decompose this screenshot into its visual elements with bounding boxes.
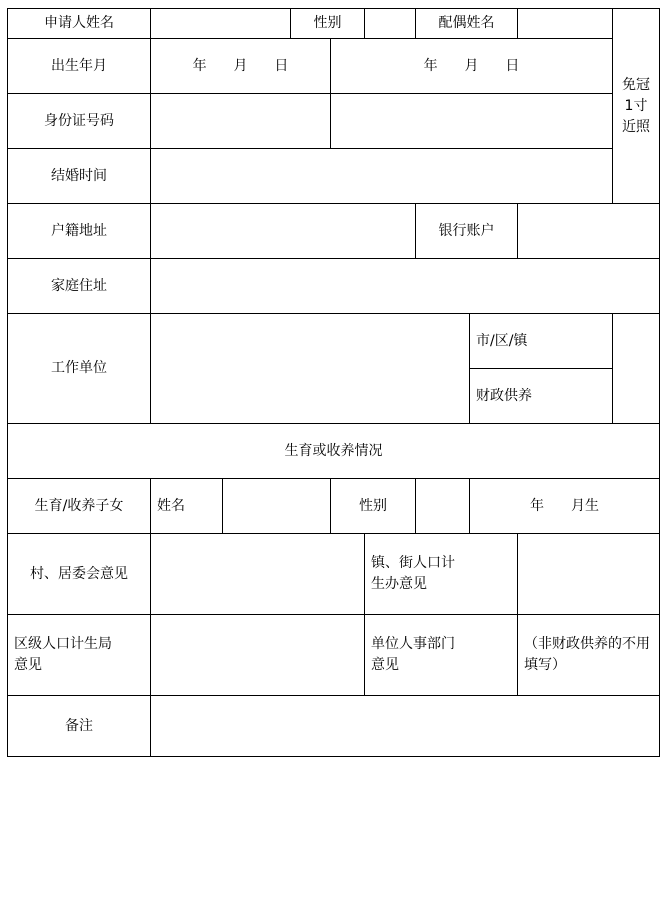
children-label: 生育/收养子女 xyxy=(8,479,151,534)
birth-year-self-label: 年 xyxy=(192,57,207,74)
gender-field[interactable] xyxy=(365,9,416,39)
table-row xyxy=(8,259,660,314)
id-number-self-field[interactable] xyxy=(151,94,331,149)
district-bureau-opinion-field[interactable] xyxy=(151,615,365,696)
bank-account-label: 银行账户 xyxy=(416,204,518,259)
child-gender-label: 性别 xyxy=(331,479,416,534)
household-address-label: 户籍地址 xyxy=(8,204,151,259)
district-bureau-label-line2: 意见 xyxy=(14,657,42,673)
bank-account-field[interactable] xyxy=(518,204,660,259)
photo-note-line1: 免冠1寸 xyxy=(622,76,650,114)
table-row xyxy=(8,615,660,696)
table-row xyxy=(8,696,660,757)
fiscal-support-label: 财政供养 xyxy=(470,369,613,424)
town-street-office-label xyxy=(365,534,518,615)
birth-day-self-label: 日 xyxy=(274,57,289,74)
non-fiscal-note-line1: （非财政供养的不用 xyxy=(524,636,650,652)
birth-date-self-field[interactable] xyxy=(151,39,331,94)
home-address-label: 家庭住址 xyxy=(8,259,151,314)
work-unit-label: 工作单位 xyxy=(8,314,151,424)
non-fiscal-note-line2: 填写） xyxy=(524,657,566,673)
table-row xyxy=(8,424,660,479)
child-name-field[interactable] xyxy=(223,479,331,534)
child-gender-field[interactable] xyxy=(416,479,470,534)
non-fiscal-note xyxy=(518,615,660,696)
table-row xyxy=(8,534,660,615)
child-birth-year-label: 年 xyxy=(530,497,545,514)
table-row xyxy=(8,94,660,149)
unit-hr-label-line2: 意见 xyxy=(371,657,399,673)
birth-month-self-label: 月 xyxy=(233,57,248,74)
city-district-town-field[interactable] xyxy=(613,314,660,424)
child-name-label: 姓名 xyxy=(151,479,223,534)
id-number-spouse-field[interactable] xyxy=(331,94,613,149)
birth-date-spouse-field[interactable] xyxy=(331,39,613,94)
home-address-field[interactable] xyxy=(151,259,660,314)
table-row xyxy=(8,149,660,204)
birth-or-adoption-title: 生育或收养情况 xyxy=(8,424,660,479)
child-birth-month-label: 月生 xyxy=(570,497,599,514)
table-row xyxy=(8,479,660,534)
village-committee-label: 村、居委会意见 xyxy=(8,534,151,615)
village-committee-opinion-field[interactable] xyxy=(151,534,365,615)
district-bureau-label-line1: 区级人口计生局 xyxy=(14,636,112,652)
remarks-label: 备注 xyxy=(8,696,151,757)
application-form-table xyxy=(7,8,660,757)
applicant-name-field[interactable] xyxy=(151,9,291,39)
birth-day-spouse-label: 日 xyxy=(505,57,520,74)
spouse-name-label: 配偶姓名 xyxy=(416,9,518,39)
spouse-name-field[interactable] xyxy=(518,9,613,39)
city-district-town-label: 市/区/镇 xyxy=(470,314,613,369)
marriage-date-label: 结婚时间 xyxy=(8,149,151,204)
remarks-field[interactable] xyxy=(151,696,660,757)
work-unit-field[interactable] xyxy=(151,314,470,424)
id-number-label: 身份证号码 xyxy=(8,94,151,149)
marriage-date-field[interactable] xyxy=(151,149,613,204)
household-address-field[interactable] xyxy=(151,204,416,259)
table-row xyxy=(8,39,660,94)
child-birth-date-field[interactable] xyxy=(470,479,660,534)
gender-label: 性别 xyxy=(291,9,365,39)
district-bureau-label xyxy=(8,615,151,696)
form-sheet xyxy=(0,8,666,900)
town-street-office-label-line2: 生办意见 xyxy=(371,576,427,592)
table-row xyxy=(8,204,660,259)
unit-hr-label-line1: 单位人事部门 xyxy=(371,636,455,652)
unit-hr-label xyxy=(365,615,518,696)
photo-note-line2: 近照 xyxy=(622,118,650,135)
birth-month-spouse-label: 月 xyxy=(464,57,479,74)
town-street-office-label-line1: 镇、街人口计 xyxy=(371,555,455,571)
photo-box xyxy=(613,9,660,204)
table-row xyxy=(8,9,660,39)
table-row xyxy=(8,314,660,369)
applicant-name-label: 申请人姓名 xyxy=(8,9,151,39)
birth-year-spouse-label: 年 xyxy=(423,57,438,74)
town-street-office-opinion-field[interactable] xyxy=(518,534,660,615)
birth-date-label: 出生年月 xyxy=(8,39,151,94)
